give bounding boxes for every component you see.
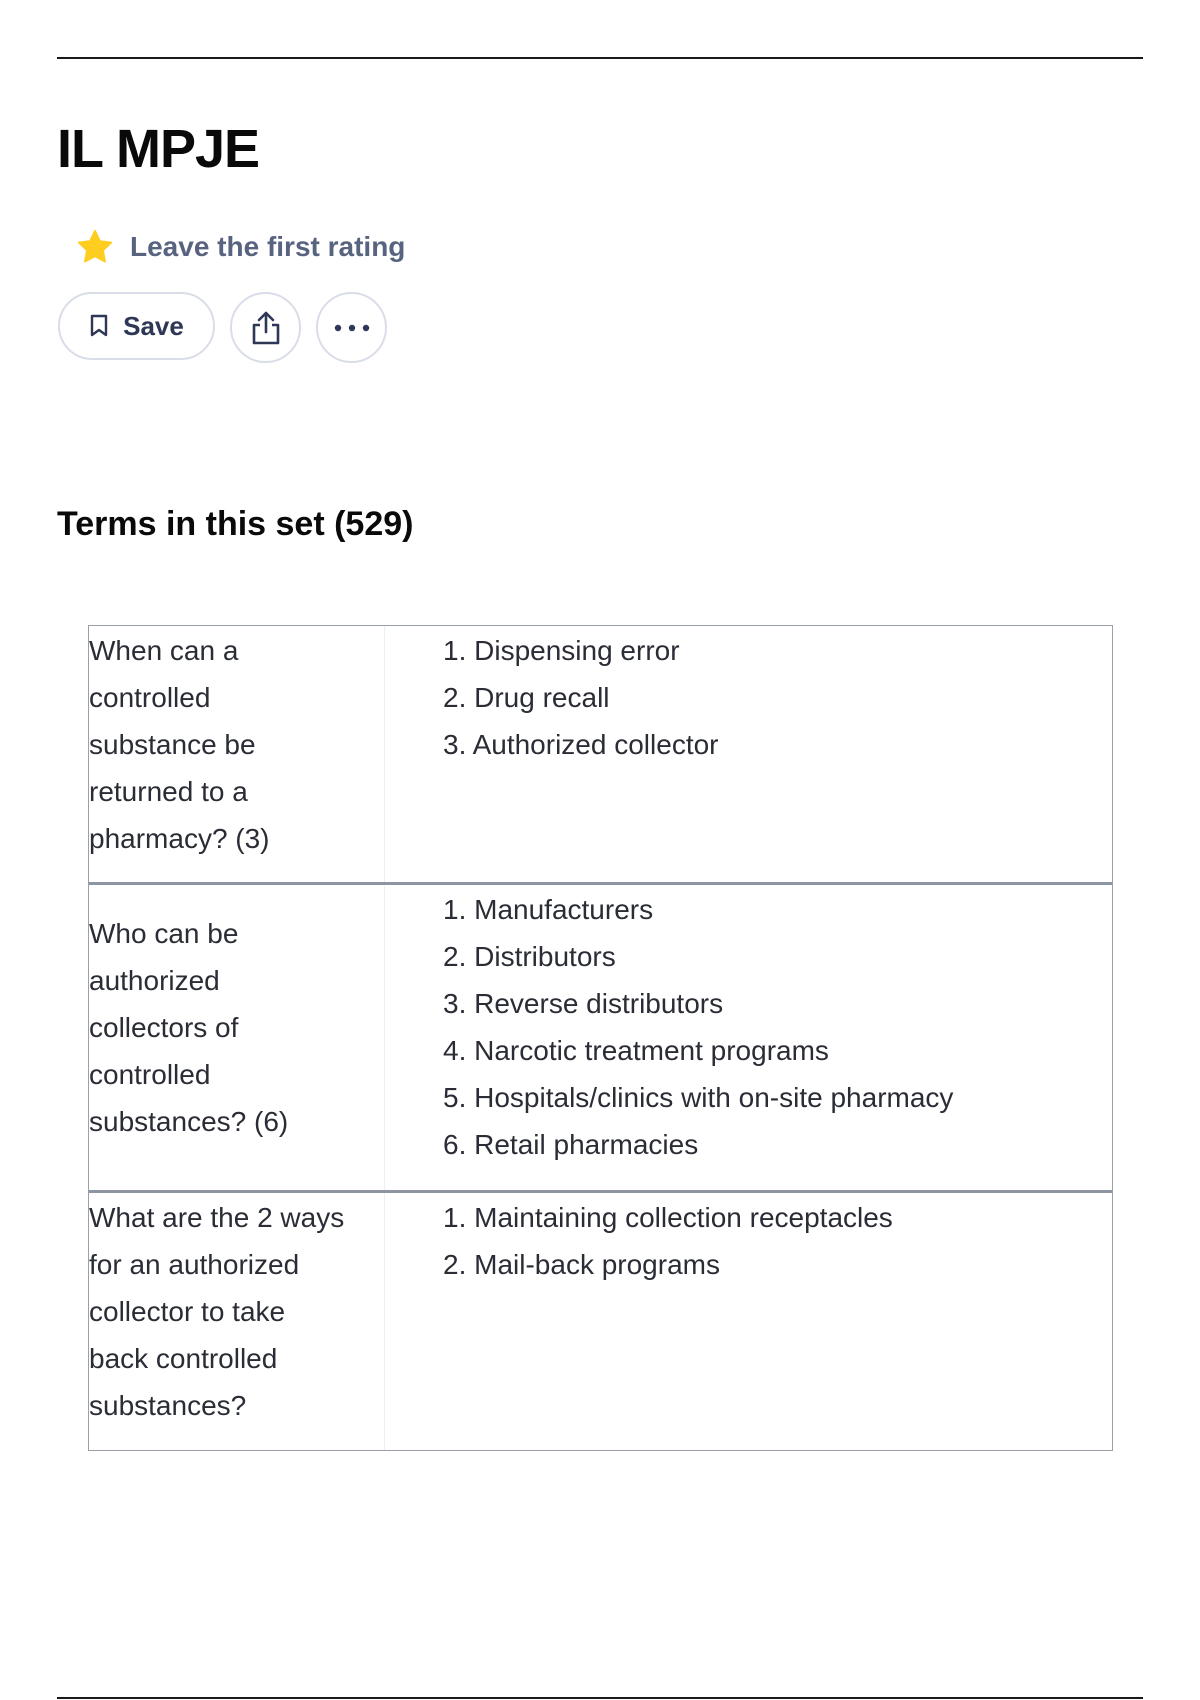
star-icon — [76, 228, 114, 266]
definition-cell — [385, 885, 1112, 1190]
action-bar — [58, 292, 387, 363]
rating-prompt[interactable] — [76, 228, 405, 266]
definition-line: 2. Distributors — [443, 941, 616, 972]
term-cell — [89, 1193, 385, 1450]
page-title: IL MPJE — [57, 119, 260, 179]
term-line: returned to a — [89, 776, 248, 807]
definition-line: 6. Retail pharmacies — [443, 1129, 699, 1160]
table-row — [89, 626, 1112, 882]
term-line: What are the 2 ways — [89, 1202, 345, 1233]
definition-line: 1. Maintaining collection receptacles — [443, 1202, 893, 1233]
term-line: collector to take — [89, 1296, 286, 1327]
top-divider — [57, 57, 1143, 59]
save-label: Save — [123, 310, 184, 341]
share-icon — [249, 310, 283, 346]
term-line: authorized — [89, 965, 220, 996]
bookmark-icon — [89, 314, 109, 338]
definition-line: 3. Authorized collector — [443, 729, 719, 760]
term-line: collectors of — [89, 1012, 239, 1043]
definition-line: 5. Hospitals/clinics with on-site pharmacy — [443, 1082, 954, 1113]
rating-label[interactable]: Leave the first rating — [130, 231, 406, 262]
terms-table — [88, 625, 1113, 1451]
bottom-divider — [57, 1697, 1143, 1699]
definition-line: 4. Narcotic treatment programs — [443, 1035, 829, 1066]
term-line: pharmacy? (3) — [89, 823, 270, 854]
term-line: When can a — [89, 635, 239, 666]
definition-line: 2. Drug recall — [443, 682, 610, 713]
definition-line: 1. Manufacturers — [443, 894, 654, 925]
definition-cell — [385, 1193, 1112, 1450]
term-line: controlled — [89, 1059, 211, 1090]
more-horizontal-icon — [334, 324, 370, 332]
definition-cell — [385, 626, 1112, 882]
term-line: Who can be — [89, 918, 239, 949]
term-line: substances? — [89, 1390, 247, 1421]
term-line: substances? (6) — [89, 1106, 289, 1137]
term-line: controlled — [89, 682, 211, 713]
terms-heading: Terms in this set (529) — [57, 505, 414, 543]
more-options-button[interactable] — [316, 292, 387, 363]
table-row — [89, 882, 1112, 1190]
table-row — [89, 1190, 1112, 1450]
term-line: for an authorized — [89, 1249, 300, 1280]
save-button[interactable] — [58, 292, 215, 360]
term-cell — [89, 885, 385, 1190]
definition-line: 2. Mail-back programs — [443, 1249, 720, 1280]
share-button[interactable] — [230, 292, 301, 363]
definition-line: 3. Reverse distributors — [443, 988, 724, 1019]
term-line: substance be — [89, 729, 256, 760]
definition-line: 1. Dispensing error — [443, 635, 680, 666]
term-line: back controlled — [89, 1343, 278, 1374]
term-cell — [89, 626, 385, 882]
